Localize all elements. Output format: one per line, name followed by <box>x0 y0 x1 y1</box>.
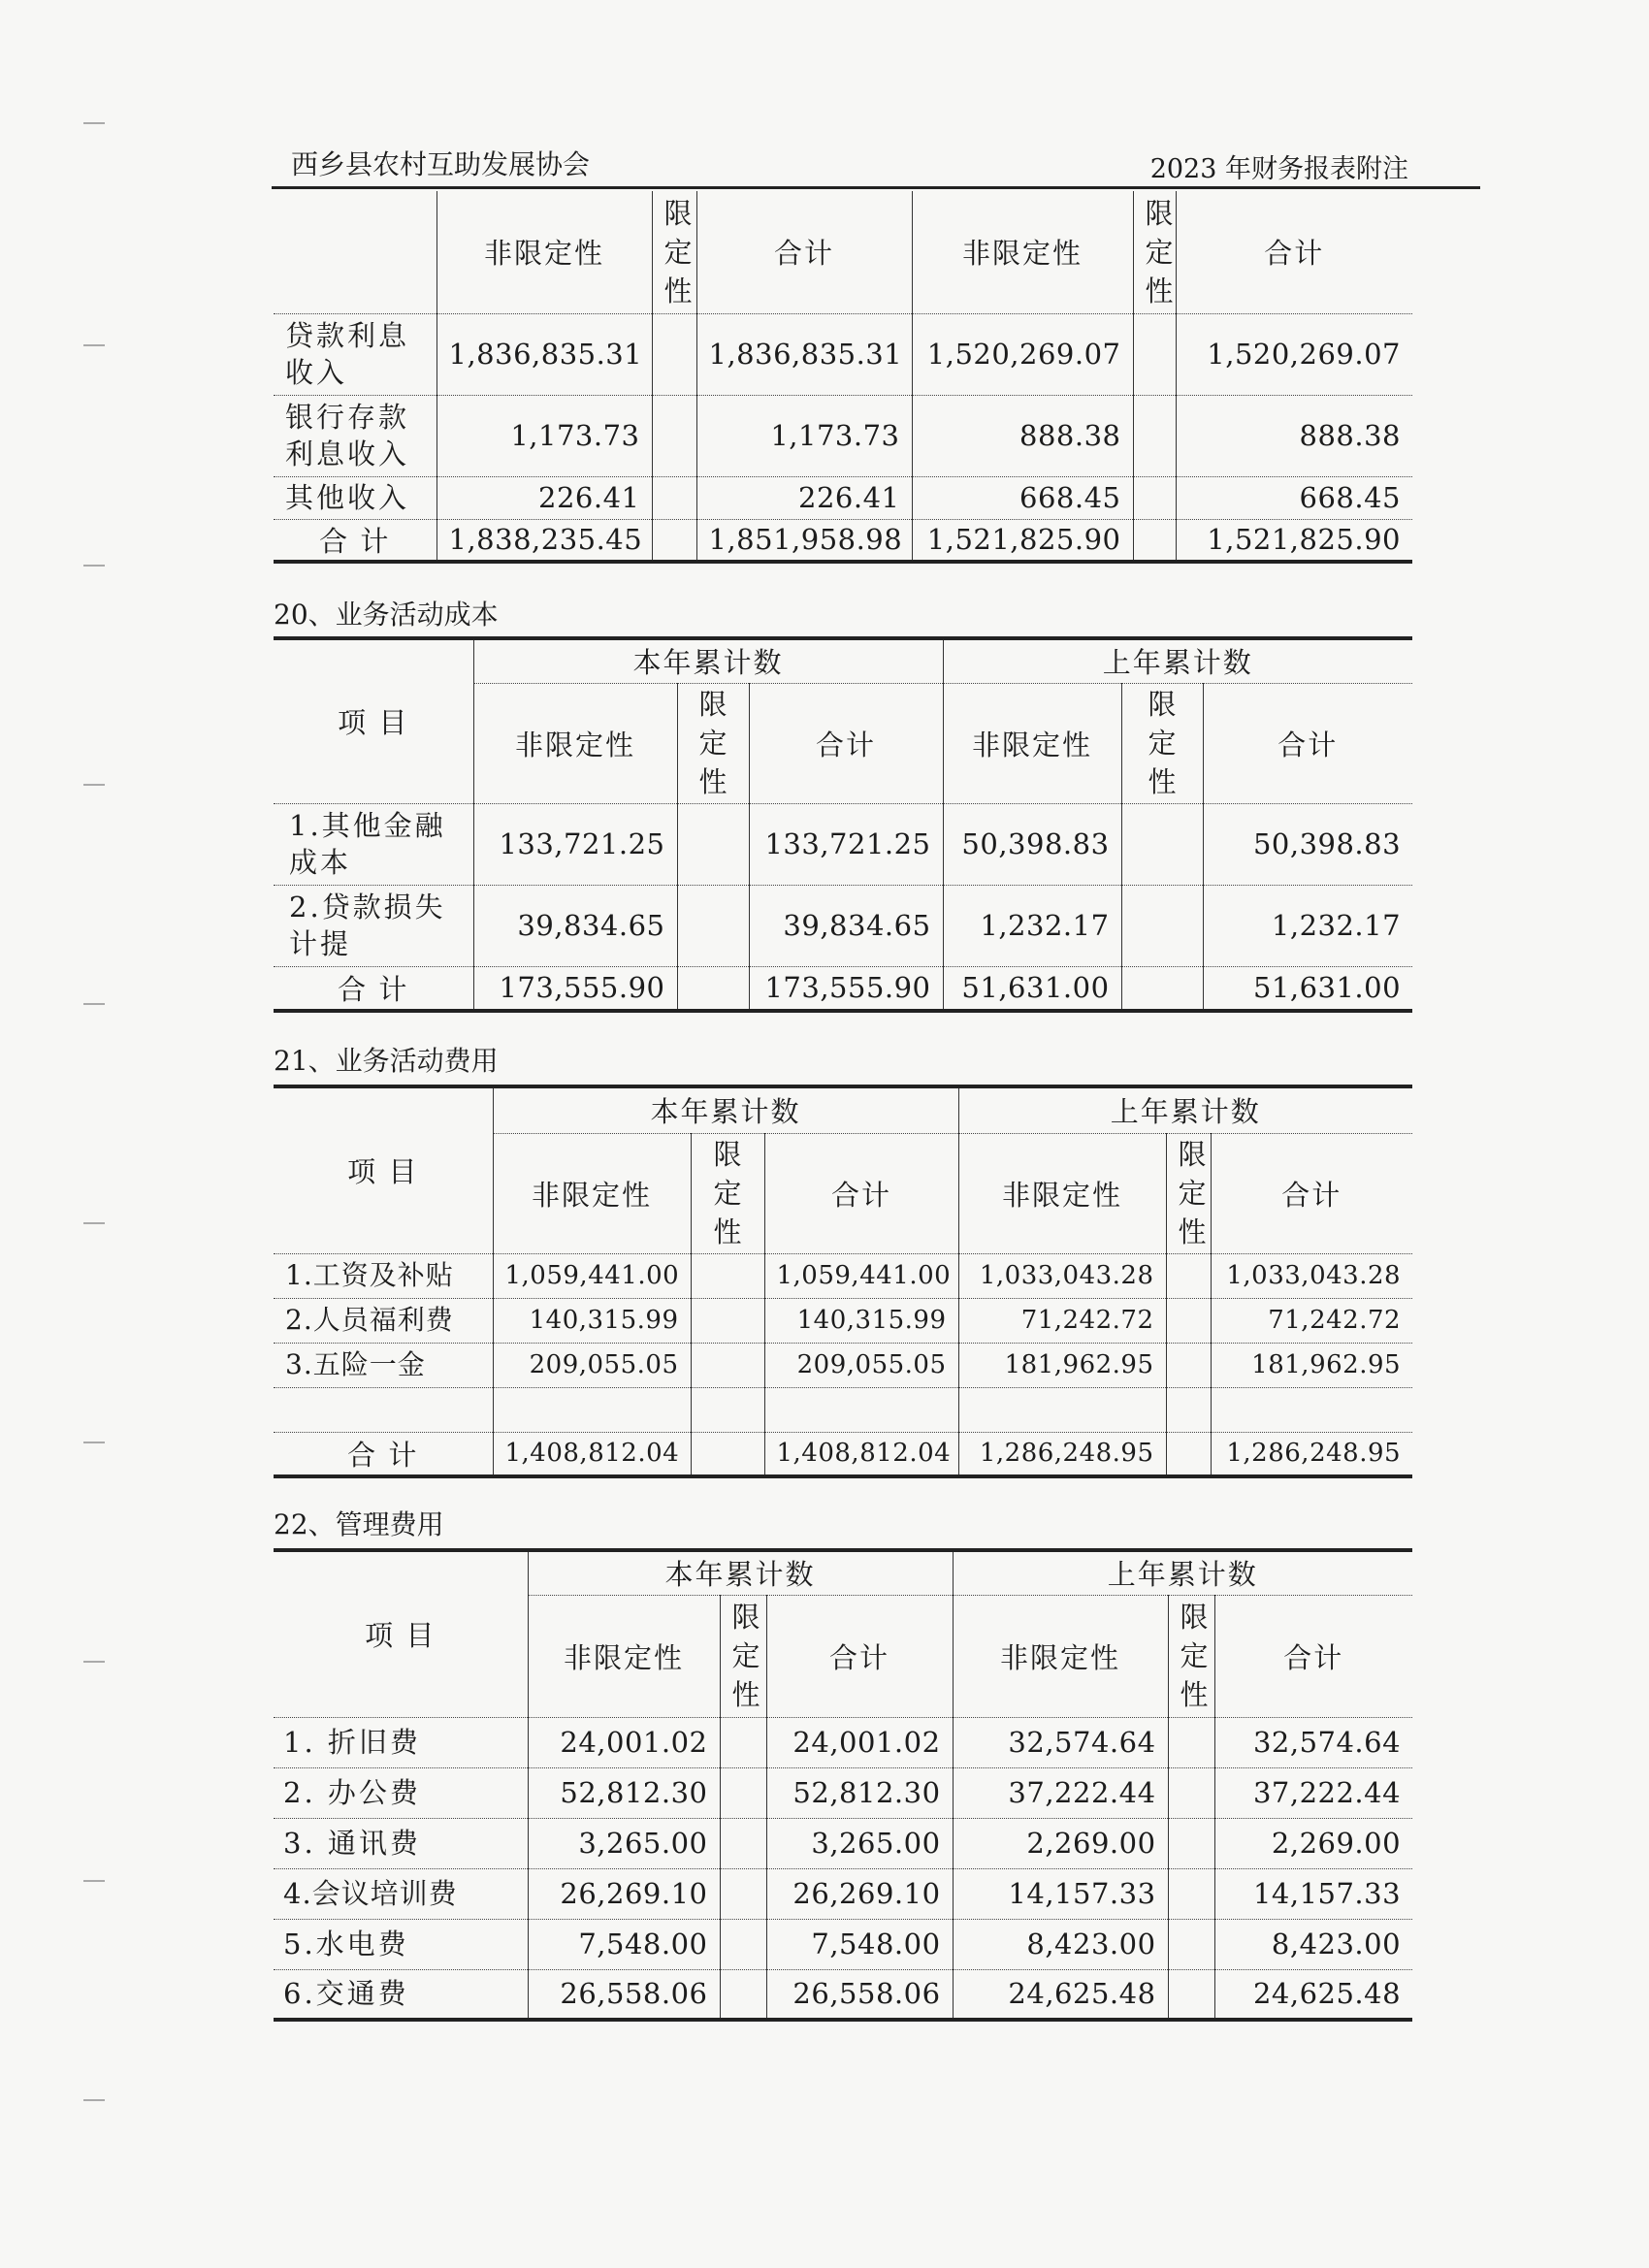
margin-mark <box>83 565 105 567</box>
cell-value: 26,558.06 <box>528 1969 720 2020</box>
header-unrestricted: 非限定性 <box>473 683 677 803</box>
header-prior-year: 上年累计数 <box>943 638 1412 683</box>
cell-value: 24,625.48 <box>1214 1969 1412 2020</box>
cell-empty <box>720 1818 766 1868</box>
cell-empty <box>720 1717 766 1767</box>
header-rule <box>272 186 1480 189</box>
cell-value: 1,520,269.07 <box>1176 313 1412 395</box>
cell-value: 24,001.02 <box>528 1717 720 1767</box>
header-unrestricted: 非限定性 <box>943 683 1121 803</box>
row-label: 1. 折旧费 <box>274 1717 528 1767</box>
header-total: 合计 <box>766 1595 953 1717</box>
cell-value: 7,548.00 <box>766 1919 953 1969</box>
cell-value: 71,242.72 <box>1211 1298 1412 1343</box>
table-row <box>274 803 1412 885</box>
header-total: 合计 <box>1176 191 1412 313</box>
header-total: 合计 <box>749 683 943 803</box>
cell-value: 1,232.17 <box>1203 885 1412 966</box>
cell-value: 133,721.25 <box>473 803 677 885</box>
row-label: 6.交通费 <box>274 1969 528 2020</box>
header-item: 项 目 <box>274 638 473 803</box>
cell-value: 181,962.95 <box>1211 1343 1412 1387</box>
table-row <box>274 313 1412 395</box>
cell-value: 14,157.33 <box>1214 1868 1412 1919</box>
cell-empty <box>720 1919 766 1969</box>
row-label: 2.人员福利费 <box>274 1298 493 1343</box>
cell-value: 1,851,958.98 <box>696 519 912 562</box>
cell-value: 1,286,248.95 <box>1211 1432 1412 1476</box>
cell-empty <box>1168 1767 1214 1818</box>
header-restricted: 限 定 性 <box>677 683 749 803</box>
header-total: 合计 <box>1214 1595 1412 1717</box>
cell-empty <box>1133 313 1176 395</box>
cell-value: 1,836,835.31 <box>436 313 652 395</box>
income-table <box>274 191 1412 564</box>
table-header-row <box>274 1550 1412 1595</box>
cell-value: 226.41 <box>696 476 912 519</box>
cell-empty <box>691 1298 764 1343</box>
row-label: 合 计 <box>274 966 473 1011</box>
total-row <box>274 1432 1412 1476</box>
cell-value: 173,555.90 <box>473 966 677 1011</box>
table-header-row <box>274 191 1412 313</box>
total-row <box>274 519 1412 562</box>
cell-empty <box>720 1767 766 1818</box>
cell-value: 181,962.95 <box>958 1343 1166 1387</box>
cell-empty <box>691 1432 764 1476</box>
header-restricted: 限 定 性 <box>720 1595 766 1717</box>
cell-value: 7,548.00 <box>528 1919 720 1969</box>
cell-value: 140,315.99 <box>493 1298 691 1343</box>
cell-value: 24,625.48 <box>953 1969 1168 2020</box>
cell-empty <box>1168 1868 1214 1919</box>
cell-value: 1,173.73 <box>436 395 652 476</box>
table-row <box>274 476 1412 519</box>
business-expense-table <box>274 1085 1412 1478</box>
cell-value: 26,558.06 <box>766 1969 953 2020</box>
cell-value: 1,033,043.28 <box>958 1253 1166 1298</box>
cell-value: 2,269.00 <box>1214 1818 1412 1868</box>
header-restricted: 限 定 性 <box>1166 1133 1211 1253</box>
header-restricted: 限 定 性 <box>691 1133 764 1253</box>
margin-mark <box>83 1222 105 1224</box>
cell-empty <box>677 885 749 966</box>
cell-empty <box>691 1343 764 1387</box>
header-restricted: 限 定 性 <box>1133 191 1176 313</box>
cell-empty <box>652 313 696 395</box>
cell-empty <box>652 519 696 562</box>
cell-value: 52,812.30 <box>528 1767 720 1818</box>
cell-value: 26,269.10 <box>528 1868 720 1919</box>
cell-empty <box>1121 803 1203 885</box>
row-label: 1.其他金融成本 <box>274 803 473 885</box>
cell-value: 1,232.17 <box>943 885 1121 966</box>
cell-empty <box>1133 395 1176 476</box>
cell-value: 8,423.00 <box>1214 1919 1412 1969</box>
header-current-year: 本年累计数 <box>493 1086 958 1133</box>
row-label: 银行存款利息收入 <box>274 395 436 476</box>
cell-empty <box>652 395 696 476</box>
cell-value: 668.45 <box>912 476 1133 519</box>
cell-value: 3,265.00 <box>528 1818 720 1868</box>
cell-empty <box>1121 966 1203 1011</box>
cell-value: 39,834.65 <box>473 885 677 966</box>
table-row <box>274 1818 1412 1868</box>
header-prior-year: 上年累计数 <box>958 1086 1412 1133</box>
cell-empty <box>691 1387 764 1432</box>
table-row <box>274 1767 1412 1818</box>
table-row <box>274 1868 1412 1919</box>
cell-empty <box>1166 1343 1211 1387</box>
header-item: 项 目 <box>274 1086 493 1253</box>
row-label: 2.贷款损失计提 <box>274 885 473 966</box>
cell-value: 26,269.10 <box>766 1868 953 1919</box>
cell-value: 1,408,812.04 <box>493 1432 691 1476</box>
business-cost-table <box>274 636 1412 1013</box>
cell-empty <box>720 1969 766 2020</box>
row-label: 3.五险一金 <box>274 1343 493 1387</box>
header-cell-empty <box>274 191 436 313</box>
cell-value: 51,631.00 <box>1203 966 1412 1011</box>
cell-value: 50,398.83 <box>943 803 1121 885</box>
header-total: 合计 <box>1211 1133 1412 1253</box>
row-label <box>274 1387 493 1432</box>
header-restricted: 限 定 性 <box>652 191 696 313</box>
cell-value: 37,222.44 <box>1214 1767 1412 1818</box>
header-unrestricted: 非限定性 <box>436 191 652 313</box>
cell-empty <box>1121 885 1203 966</box>
section-title: 21、业务活动费用 <box>274 1045 499 1077</box>
cell-value: 51,631.00 <box>943 966 1121 1011</box>
cell-empty <box>652 476 696 519</box>
cell-value: 1,033,043.28 <box>1211 1253 1412 1298</box>
cell-value <box>1211 1387 1412 1432</box>
cell-empty <box>1133 476 1176 519</box>
margin-mark <box>83 1661 105 1663</box>
row-label: 贷款利息收入 <box>274 313 436 395</box>
header-unrestricted: 非限定性 <box>958 1133 1166 1253</box>
cell-value: 71,242.72 <box>958 1298 1166 1343</box>
cell-value: 1,059,441.00 <box>764 1253 958 1298</box>
organization-name: 西乡县农村互助发展协会 <box>291 148 591 180</box>
margin-mark <box>83 344 105 346</box>
header-prior-year: 上年累计数 <box>953 1550 1412 1595</box>
header-unrestricted: 非限定性 <box>493 1133 691 1253</box>
table-row-blank <box>274 1387 1412 1432</box>
header-current-year: 本年累计数 <box>473 638 943 683</box>
cell-empty <box>1166 1253 1211 1298</box>
total-row <box>274 966 1412 1011</box>
cell-value: 1,838,235.45 <box>436 519 652 562</box>
cell-value <box>958 1387 1166 1432</box>
header-total: 合计 <box>764 1133 958 1253</box>
table-row <box>274 1969 1412 2020</box>
table-row <box>274 885 1412 966</box>
row-label: 其他收入 <box>274 476 436 519</box>
margin-mark <box>83 1880 105 1882</box>
cell-value: 24,001.02 <box>766 1717 953 1767</box>
cell-empty <box>677 966 749 1011</box>
cell-value: 1,521,825.90 <box>1176 519 1412 562</box>
cell-value: 140,315.99 <box>764 1298 958 1343</box>
cell-empty <box>1166 1387 1211 1432</box>
row-label: 合 计 <box>274 519 436 562</box>
row-label: 合 计 <box>274 1432 493 1476</box>
cell-value: 14,157.33 <box>953 1868 1168 1919</box>
cell-empty <box>1168 1919 1214 1969</box>
header-item: 项 目 <box>274 1550 528 1717</box>
cell-value: 668.45 <box>1176 476 1412 519</box>
cell-value <box>764 1387 958 1432</box>
cell-value: 1,408,812.04 <box>764 1432 958 1476</box>
table-row <box>274 1298 1412 1343</box>
header-unrestricted: 非限定性 <box>912 191 1133 313</box>
cell-value: 1,286,248.95 <box>958 1432 1166 1476</box>
section-title: 22、管理费用 <box>274 1508 444 1540</box>
header-unrestricted: 非限定性 <box>953 1595 1168 1717</box>
table-row <box>274 395 1412 476</box>
table-row <box>274 1919 1412 1969</box>
cell-value: 209,055.05 <box>493 1343 691 1387</box>
cell-value: 37,222.44 <box>953 1767 1168 1818</box>
report-title: 2023 年财务报表附注 <box>1149 154 1408 184</box>
cell-value: 1,836,835.31 <box>696 313 912 395</box>
cell-value: 133,721.25 <box>749 803 943 885</box>
management-expense-table <box>274 1548 1412 2022</box>
cell-empty <box>720 1868 766 1919</box>
cell-value: 52,812.30 <box>766 1767 953 1818</box>
cell-value: 226.41 <box>436 476 652 519</box>
table-row <box>274 1343 1412 1387</box>
cell-empty <box>691 1253 764 1298</box>
cell-empty <box>1168 1969 1214 2020</box>
cell-value: 1,059,441.00 <box>493 1253 691 1298</box>
cell-empty <box>1166 1298 1211 1343</box>
cell-value <box>493 1387 691 1432</box>
cell-empty <box>677 803 749 885</box>
margin-mark <box>83 122 105 124</box>
cell-value: 1,173.73 <box>696 395 912 476</box>
header-total: 合计 <box>696 191 912 313</box>
cell-value: 32,574.64 <box>1214 1717 1412 1767</box>
cell-value: 1,521,825.90 <box>912 519 1133 562</box>
cell-value: 50,398.83 <box>1203 803 1412 885</box>
cell-value: 8,423.00 <box>953 1919 1168 1969</box>
table-header-row <box>274 1086 1412 1133</box>
cell-value: 3,265.00 <box>766 1818 953 1868</box>
section-title: 20、业务活动成本 <box>274 599 499 631</box>
header-unrestricted: 非限定性 <box>528 1595 720 1717</box>
cell-value: 173,555.90 <box>749 966 943 1011</box>
cell-value: 39,834.65 <box>749 885 943 966</box>
cell-value: 32,574.64 <box>953 1717 1168 1767</box>
cell-empty <box>1166 1432 1211 1476</box>
cell-empty <box>1133 519 1176 562</box>
cell-value: 209,055.05 <box>764 1343 958 1387</box>
row-label: 5.水电费 <box>274 1919 528 1969</box>
table-row <box>274 1717 1412 1767</box>
header-restricted: 限 定 性 <box>1168 1595 1214 1717</box>
cell-value: 888.38 <box>1176 395 1412 476</box>
margin-mark <box>83 784 105 786</box>
header-restricted: 限 定 性 <box>1121 683 1203 803</box>
cell-empty <box>1168 1717 1214 1767</box>
margin-mark <box>83 1442 105 1443</box>
row-label: 2. 办公费 <box>274 1767 528 1818</box>
cell-empty <box>1168 1818 1214 1868</box>
row-label: 1.工资及补贴 <box>274 1253 493 1298</box>
header-current-year: 本年累计数 <box>528 1550 953 1595</box>
cell-value: 1,520,269.07 <box>912 313 1133 395</box>
table-row <box>274 1253 1412 1298</box>
cell-value: 888.38 <box>912 395 1133 476</box>
table-header-row <box>274 638 1412 683</box>
margin-mark <box>83 2099 105 2101</box>
row-label: 3. 通讯费 <box>274 1818 528 1868</box>
margin-mark <box>83 1003 105 1005</box>
row-label: 4.会议培训费 <box>274 1868 528 1919</box>
cell-value: 2,269.00 <box>953 1818 1168 1868</box>
header-total: 合计 <box>1203 683 1412 803</box>
